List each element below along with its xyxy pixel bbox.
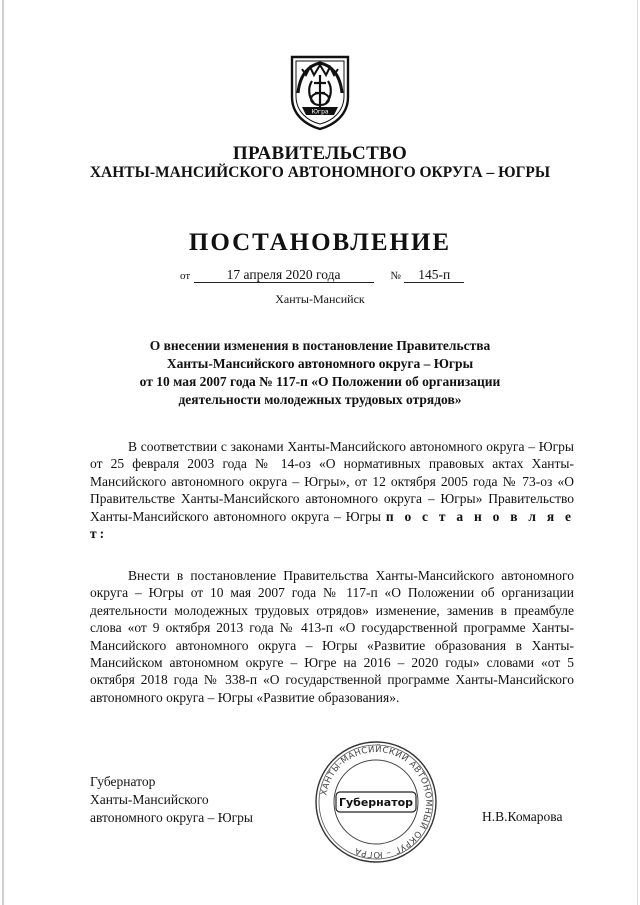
- signer-name: Н.В.Комарова: [482, 809, 563, 824]
- amendment-paragraph: Внести в постановление Правительства Ханты-Мансийского автономного округа – Югры от 10 мая 2007 года № 117-п «О Положении об организации деятельности молодежных трудовых отрядов» изменение, заменив в преамбуле слова «от 9 октября 2013 года № 413-п «О государственной программе Ханты-Мансийского автономного округа – Югры «Развитие образования в Ханты-Мансийском автономном округе – Югре на 2016 – 2020 годы» словами «от 5 октября 2018 года № 338-п «О государственной программе Ханты-Мансийского автономного округа – Югры «Развитие образования».: [90, 568, 574, 705]
- coat-of-arms-emblem: [288, 53, 352, 131]
- emblem-label: Югра: [311, 108, 329, 116]
- date-prefix: от: [180, 270, 191, 282]
- preamble-text: В соответствии с законами Ханты-Мансийского автономного округа – Югры от 25 февраля 2003 года № 14-оз «О нормативных правовых актах Ханты-Мансийского автономного округа – Югры», от 12 октября 2005 года № 73-оз «О Правительстве Ханты-Мансийского автономного округа – Югры» Правительство Ханты-Мансийского автономного округа – Югры: [90, 439, 574, 524]
- document-type-heading: ПОСТАНОВЛЕНИЕ: [188, 229, 452, 256]
- signer-title-line: Губернатор: [90, 774, 156, 789]
- org-title: ПРАВИТЕЛЬСТВО: [232, 143, 408, 164]
- date-number-row: [180, 267, 464, 283]
- scan-edge-left: [2, 0, 4, 905]
- document-city: Ханты-Мансийск: [275, 292, 365, 306]
- number-prefix: №: [390, 270, 401, 282]
- stamp-center-text: Губернатор: [338, 796, 414, 809]
- document-number: 145-п: [404, 267, 464, 283]
- stamp-ring-text: ХАНТЫ-МАНСИЙСКИЙ АВТОНОМНЫЙ ОКРУГ – ЮГРА: [319, 744, 434, 860]
- document-date: 17 апреля 2020 года: [194, 267, 374, 283]
- official-stamp: [312, 738, 440, 866]
- signer-title: [90, 773, 253, 827]
- subject-line: деятельности молодежных трудовых отрядов»: [178, 392, 462, 407]
- scan-edge-right: [637, 0, 638, 905]
- signer-title-line: автономного округа – Югры: [90, 810, 253, 825]
- org-subtitle: ХАНТЫ-МАНСИЙСКОГО АВТОНОМНОГО ОКРУГА – ЮГРЫ: [89, 164, 551, 181]
- document-subject: [110, 337, 530, 409]
- signer-title-line: Ханты-Мансийского: [90, 792, 209, 807]
- subject-line: от 10 мая 2007 года № 117-п «О Положении об организации: [139, 374, 501, 389]
- preamble-paragraph: [90, 438, 574, 542]
- subject-line: Ханты-Мансийского автономного округа – Югры: [166, 356, 474, 371]
- decree-word: п о с т а н о в л я е т:: [90, 508, 575, 542]
- subject-line: О внесении изменения в постановление Правительства: [149, 338, 491, 353]
